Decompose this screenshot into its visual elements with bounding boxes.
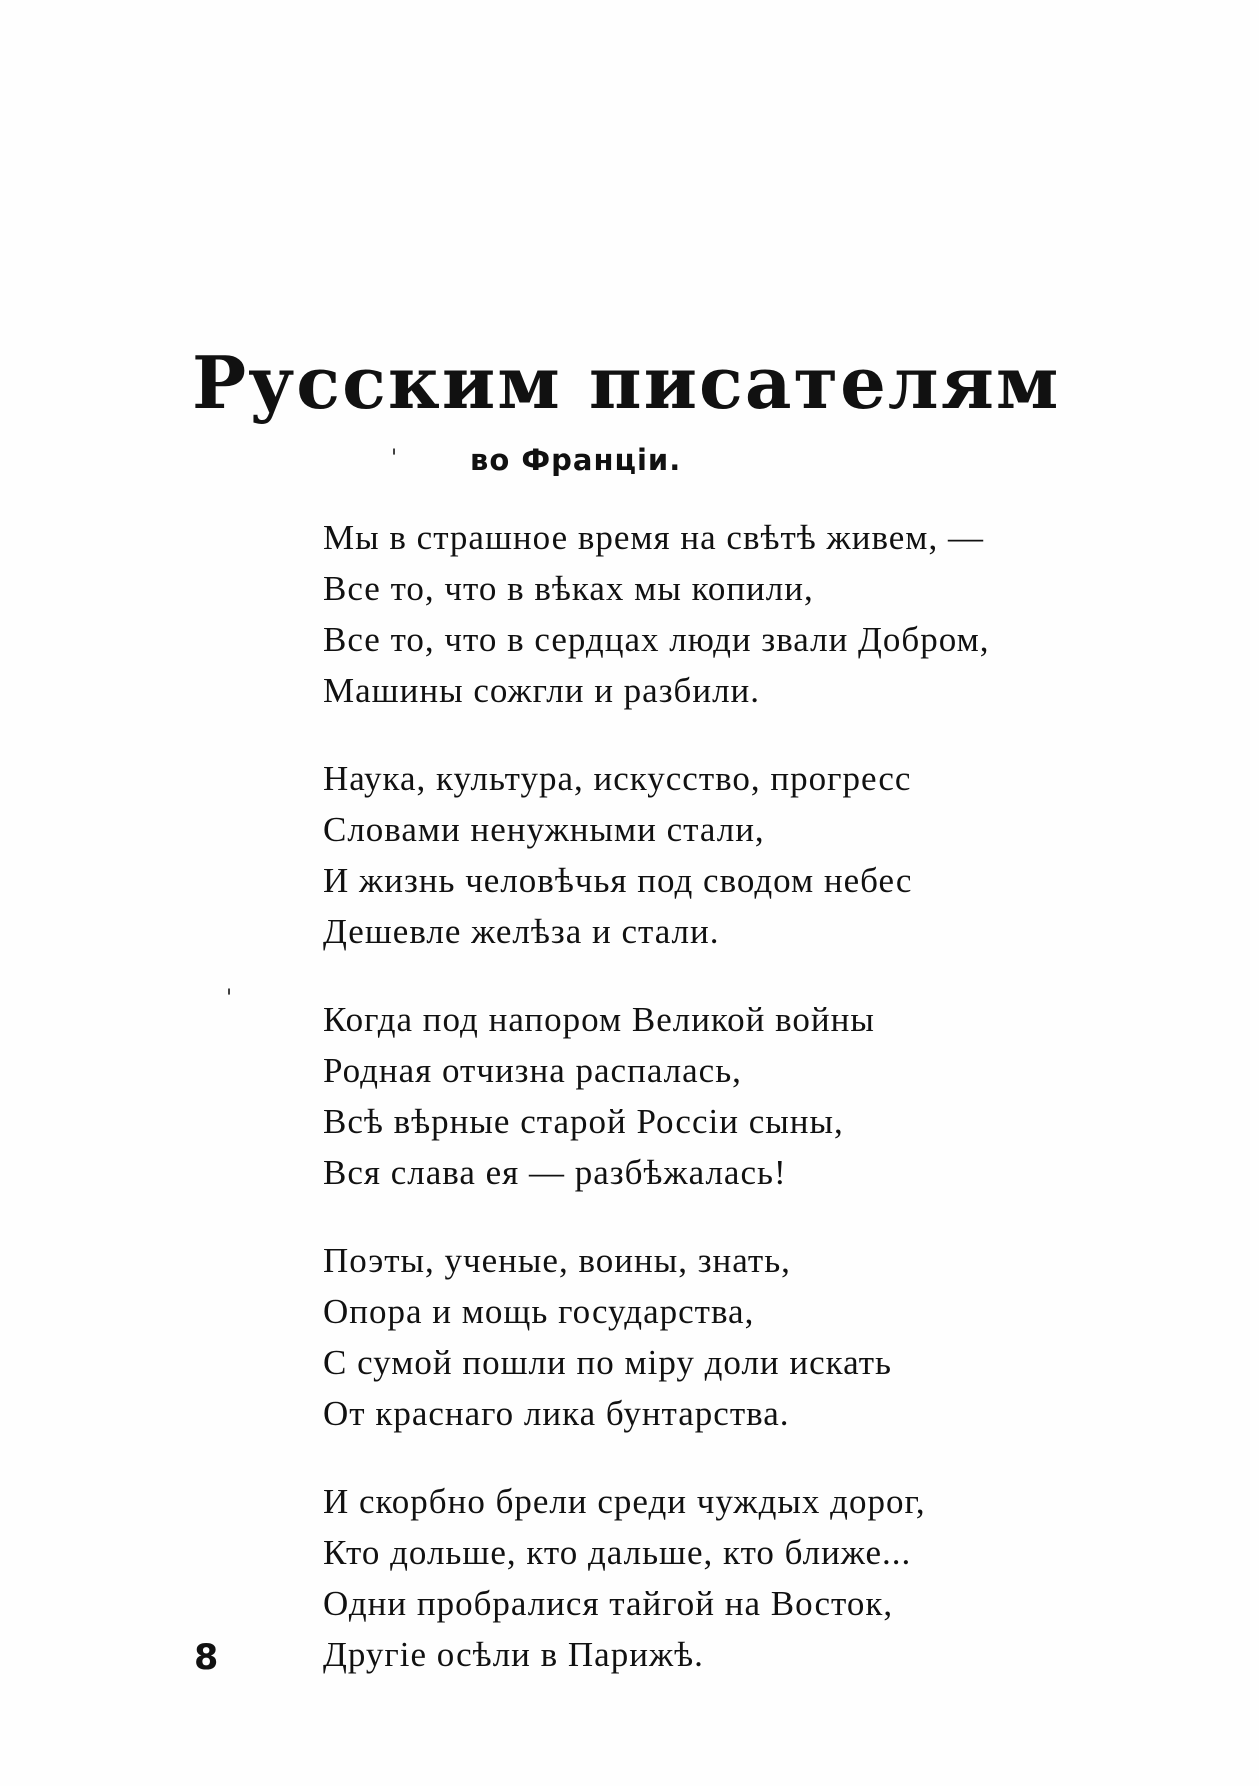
poem-line: Родная отчизна распалась,: [323, 1051, 742, 1090]
poem-line: Дешевле желѣза и стали.: [323, 912, 720, 951]
poem-line: Одни пробралися тайгой на Восток,: [323, 1584, 894, 1623]
poem-line: Машины сожгли и разбили.: [323, 671, 761, 710]
poem-dedication: во Франціи.: [470, 443, 682, 477]
poem-line: Опора и мощь государства,: [323, 1292, 755, 1331]
page-number: 8: [194, 1638, 219, 1678]
poem-line: Все то, что в вѣках мы копили,: [323, 569, 814, 608]
poem-line: От краснаго лика бунтарства.: [323, 1394, 790, 1433]
stanza: [323, 1476, 1203, 1680]
poem-line: Когда под напором Великой войны: [323, 1000, 875, 1039]
poem-title: Русским писателям: [192, 340, 1061, 425]
poem-line: Поэты, ученые, воины, знать,: [323, 1241, 791, 1280]
stanza: [323, 994, 1203, 1198]
poem-line: Все то, что в сердцах люди звали Добром,: [323, 620, 990, 659]
poem-line: Мы в страшное время на свѣтѣ живем, —: [323, 518, 984, 557]
stanza: [323, 512, 1203, 716]
print-speck: ': [226, 986, 233, 1011]
stanza: [323, 1235, 1203, 1439]
poem-line: И скорбно брели среди чуждых дорог,: [323, 1482, 926, 1521]
poem-line: Кто дольше, кто дальше, кто ближе...: [323, 1533, 912, 1572]
poem-line: Вся слава ея — разбѣжалась!: [323, 1153, 787, 1192]
print-speck: ': [391, 446, 398, 471]
poem-line: Словами ненужными стали,: [323, 810, 765, 849]
stanza: [323, 753, 1203, 957]
poem-line: Всѣ вѣрные старой Россіи сыны,: [323, 1102, 844, 1141]
poem-line: Наука, культура, искусство, прогресс: [323, 759, 912, 798]
poem-line: С сумой пошли по міру доли искать: [323, 1343, 893, 1382]
poem-line: И жизнь человѣчья под сводом небес: [323, 861, 913, 900]
poem-body: [323, 512, 1203, 1717]
poem-line: Другіе осѣли в Парижѣ.: [323, 1635, 704, 1674]
